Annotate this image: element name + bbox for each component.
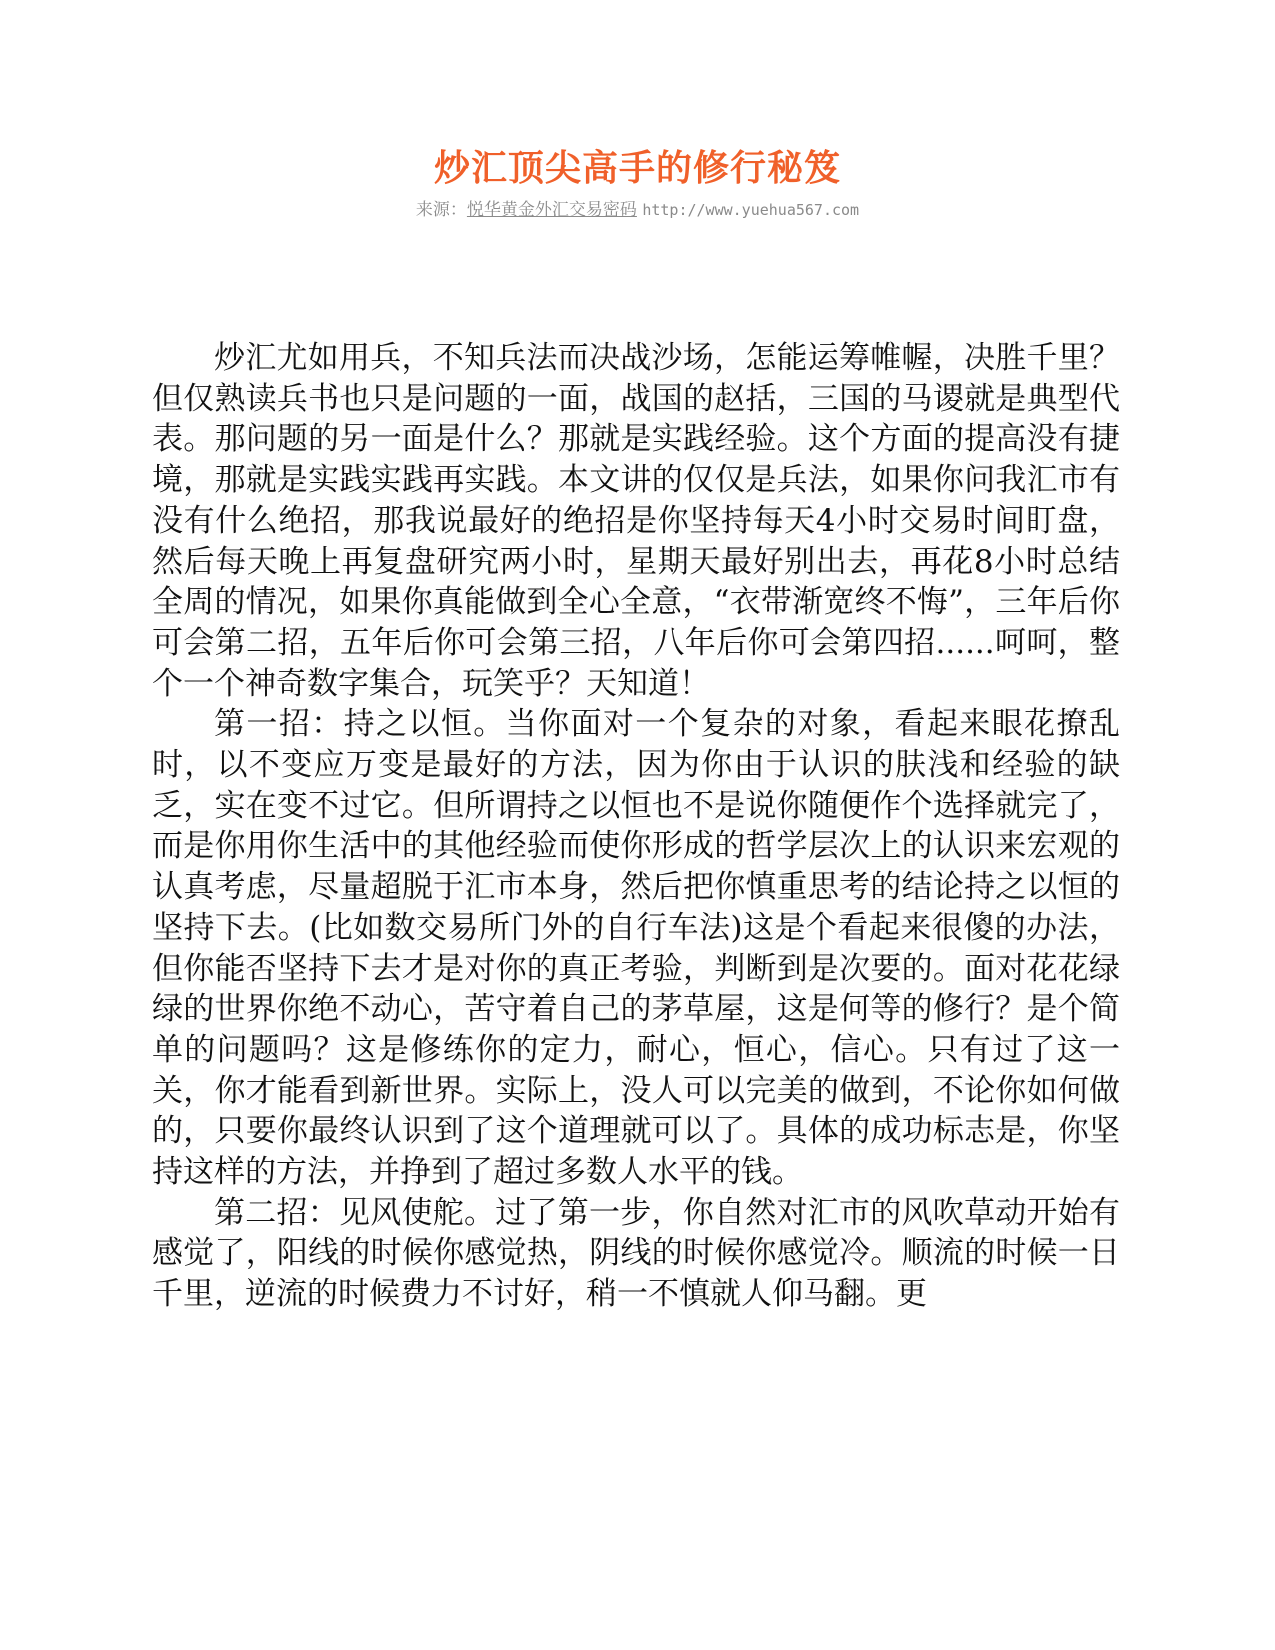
article-body [152,338,1120,1315]
source-url[interactable]: http://www.yuehua567.com [642,201,860,219]
paragraph-first-move: 第一招：持之以恒。当你面对一个复杂的对象，看起来眼花撩乱时，以不变应万变是最好的方法，因为你由于认识的肤浅和经验的缺乏，实在变不过它。但所谓持之以恒也不是说你随便作个选择就完了，而是你用你生活中的其他经验而使你形成的哲学层次上的认识来宏观的认真考虑，尽量超脱于汇市本身，然后把你慎重思考的结论持之以恒的坚持下去。(比如数交易所门外的自行车法)这是个看起来很傻的办法，但你能否坚持下去才是对你的真正考验，判断到是次要的。面对花花绿绿的世界你绝不动心，苦守着自己的茅草屋，这是何等的修行？是个简单的问题吗？这是修练你的定力，耐心，恒心，信心。只有过了这一关，你才能看到新世界。实际上，没人可以完美的做到，不论你如何做的，只要你最终认识到了这个道理就可以了。具体的成功标志是，你坚持这样的方法，并挣到了超过多数人水平的钱。 [152,706,1120,1191]
document-title: 炒汇顶尖高手的修行秘笈 [433,147,841,189]
paragraph-intro: 炒汇尤如用兵，不知兵法而决战沙场，怎能运筹帷幄，决胜千里？但仅熟读兵书也只是问题的一面，战国的赵括，三国的马谡就是典型代表。那问题的另一面是什么？那就是实践经验。这个方面的提高没有捷境，那就是实践实践再实践。本文讲的仅仅是兵法，如果你问我汇市有没有什么绝招，那我说最好的绝招是你坚持每天4小时交易时间盯盘，然后每天晚上再复盘研究两小时，星期天最好别出去，再花8小时总结全周的情况，如果你真能做到全心全意，“衣带渐宽终不悔”，三年后你可会第二招，五年后你可会第三招，八年后你可会第四招......呵呵，整个一个神奇数字集合，玩笑乎？天知道！ [152,340,1120,702]
source-line [0,198,1275,222]
source-link[interactable]: 悦华黄金外汇交易密码 [466,200,637,220]
paragraph-second-move: 第二招：见风使舵。过了第一步，你自然对汇市的风吹草动开始有感觉了，阳线的时候你感觉热，阴线的时候你感觉冷。顺流的时候一日千里，逆流的时候费力不讨好，稍一不慎就人仰马翻。更 [152,1194,1120,1313]
source-label: 来源： [415,200,467,220]
